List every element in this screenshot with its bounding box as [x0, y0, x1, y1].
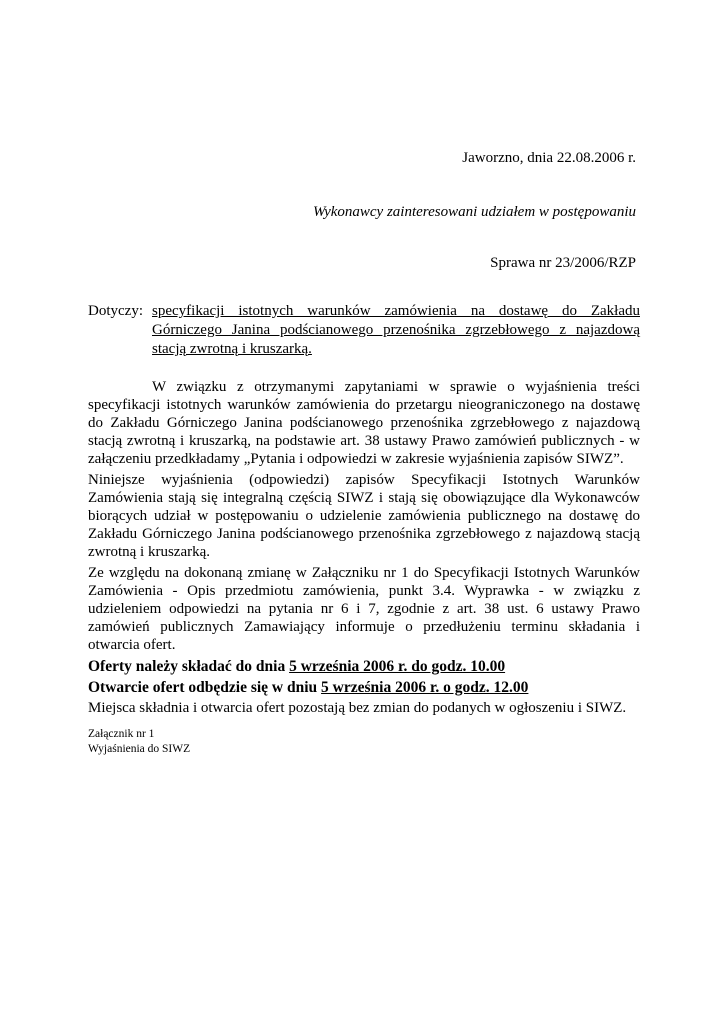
attachment-note	[88, 727, 190, 757]
body-paragraph-2: Niniejsze wyjaśnienia (odpowiedzi) zapisów Specyfikacji Istotnych Warunków Zamówienia stają się integralną częścią SIWZ i stają się obowiązujące dla Wykonawców biorących udział w postępowaniu o udzielenie zamówienia publicznego na dostawę do Zakładu Górniczego Janina podścianowego przenośnika zgrzebłowego z najazdową stacją zwrotną i kruszarką.	[88, 472, 640, 560]
subject-label: Dotyczy:	[88, 303, 143, 319]
body-paragraph-3: Ze względu na dokonaną zmianę w Załączniku nr 1 do Specyfikacji Istotnych Warunków Zamówienia - Opis przedmiotu zamówienia, punkt 3.4. Wyprawka - w związku z udzieleniem odpowiedzi na pytania nr 6 i 7, zgodnie z art. 38 ust. 6 ustawy Prawo zamówień publicznych Zamawiający informuje o przedłużeniu terminu składania i otwarcia ofert.	[88, 565, 640, 653]
body-paragraph-1: W związku z otrzymanymi zapytaniami w sprawie o wyjaśnienia treści specyfikacji istotnych warunków zamówienia do przetargu nieograniczonego na dostawę do Zakładu Górniczego Janina podścianowego przenośnika zgrzebłowego z najazdową stacją zwrotną i kruszarką, na podstawie art. 38 ustawy Prawo zamówień publicznych - w załączeniu przedkładamy „Pytania i odpowiedzi w zakresie wyjaśnienia zapisów SIWZ”.	[88, 379, 640, 467]
letter-body	[88, 378, 640, 720]
date-line: Jaworzno, dnia 22.08.2006 r.	[462, 150, 636, 166]
closing-line: Miejsca składnia i otwarcia ofert pozostają bez zmian do podanych w ogłoszeniu i SIWZ.	[88, 700, 627, 716]
subject-block	[88, 302, 640, 359]
addressee-line: Wykonawcy zainteresowani udziałem w postępowaniu	[312, 204, 636, 220]
offers-deadline-line	[88, 657, 640, 677]
opening-date-line	[88, 678, 640, 698]
opening-date-prefix: Otwarcie ofert odbędzie się w dniu	[88, 679, 322, 696]
offers-deadline-date: 5 września 2006 r. do godz. 10.00	[289, 658, 506, 675]
attachment-line-1: Załącznik nr 1	[88, 728, 155, 740]
attachment-line-2: Wyjaśnienia do SIWZ	[88, 743, 191, 755]
offers-deadline-prefix: Oferty należy składać do dnia	[88, 658, 290, 675]
case-number: Sprawa nr 23/2006/RZP	[490, 255, 636, 271]
subject-text: specyfikacji istotnych warunków zamówienia na dostawę do Zakładu Górniczego Janina podścianowego przenośnika zgrzebłowego z najazdową stacją zwrotną i kruszarką.	[152, 303, 640, 357]
opening-date-value: 5 września 2006 r. o godz. 12.00	[321, 679, 529, 696]
